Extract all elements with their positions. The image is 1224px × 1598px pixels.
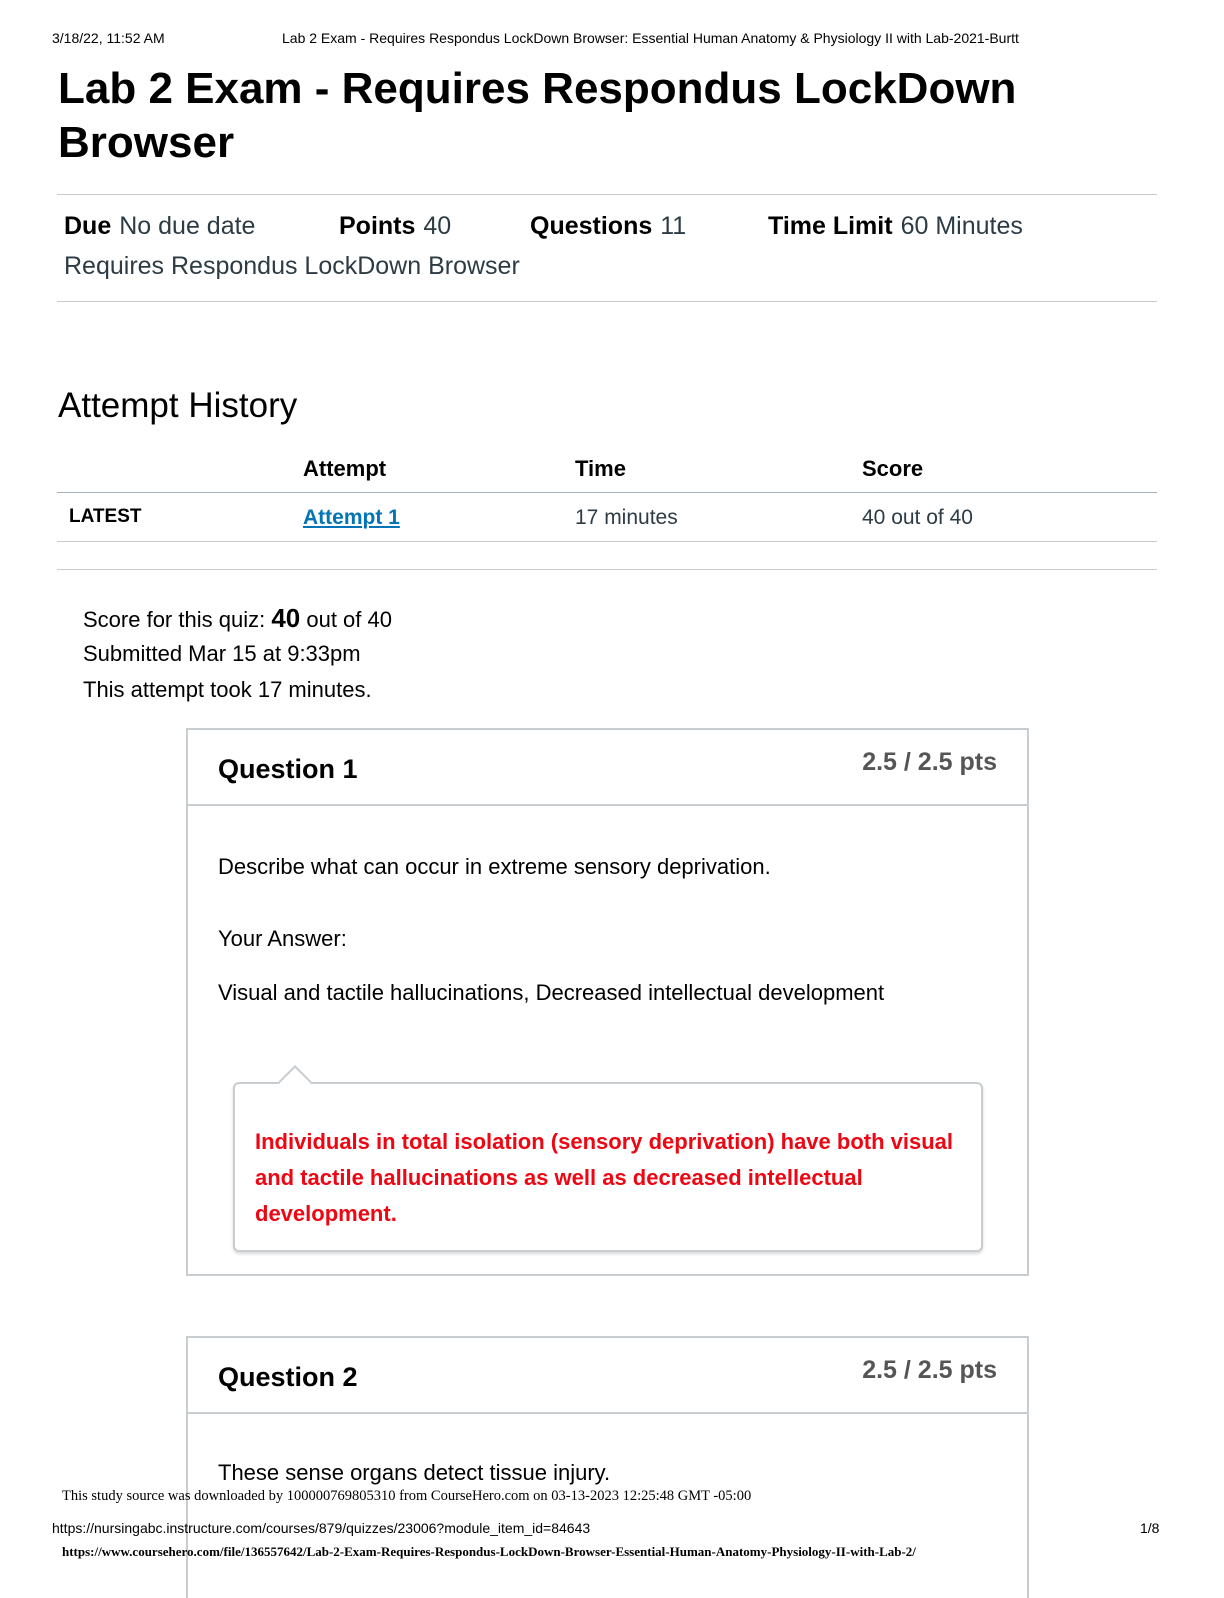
table-row	[57, 493, 1157, 542]
print-header	[0, 30, 1224, 50]
score-line: Score for this quiz: 40 out of 40	[83, 603, 392, 633]
table-header	[57, 448, 1157, 493]
print-datetime: 3/18/22, 11:52 AM	[52, 30, 165, 46]
due-detail: Due No due date	[64, 212, 256, 240]
question-header	[188, 730, 1027, 806]
question-header	[188, 1338, 1027, 1414]
download-watermark: This study source was downloaded by 100000769805310 from CourseHero.com on 03-13-2023 12:25:48 GMT -05:00	[62, 1488, 752, 1504]
attempt-score: 40 out of 40	[862, 506, 973, 529]
column-header-time: Time	[575, 456, 626, 481]
question-points: 2.5 / 2.5 pts	[862, 748, 997, 776]
question-text: Describe what can occur in extreme sensory deprivation.	[218, 854, 771, 879]
answer-label: Your Answer:	[218, 926, 347, 951]
answer-comment	[233, 1082, 983, 1252]
quiz-details	[64, 212, 1154, 280]
time-limit-detail: Time Limit 60 Minutes	[768, 212, 1023, 240]
print-document-title: Lab 2 Exam - Requires Respondus LockDown Browser: Essential Human Anatomy & Physiology II with Lab-2021-Burtt	[282, 30, 1019, 46]
page-title: Lab 2 Exam - Requires Respondus LockDown Browser	[58, 64, 1017, 167]
duration-line: This attempt took 17 minutes.	[83, 677, 372, 702]
lockdown-note: Requires Respondus LockDown Browser	[64, 252, 520, 280]
page-url: https://nursingabc.instructure.com/courses/879/quizzes/23006?module_item_id=84643	[52, 1520, 591, 1536]
attempt-history-title: Attempt History	[58, 386, 298, 425]
points-detail: Points 40	[339, 212, 452, 240]
question-name: Question 2	[218, 1362, 358, 1392]
divider	[57, 301, 1157, 302]
attempt-history-table	[57, 448, 1157, 542]
page-number: 1/8	[1140, 1520, 1160, 1536]
score-value: 40	[271, 603, 301, 633]
question-text: These sense organs detect tissue injury.	[218, 1460, 611, 1485]
attempt-time: 17 minutes	[575, 506, 678, 529]
comment-caret	[278, 1065, 312, 1099]
divider	[57, 569, 1157, 570]
questions-detail: Questions 11	[530, 212, 687, 240]
question-name: Question 1	[218, 754, 358, 784]
column-header-attempt: Attempt	[303, 456, 387, 481]
latest-tag: LATEST	[69, 506, 142, 527]
divider	[57, 194, 1157, 195]
answer-text: Visual and tactile hallucinations, Decreased intellectual development	[218, 980, 885, 1005]
submitted-line: Submitted Mar 15 at 9:33pm	[83, 641, 361, 666]
question-points: 2.5 / 2.5 pts	[862, 1356, 997, 1384]
attempt-link[interactable]: Attempt 1	[303, 506, 400, 529]
quiz-summary	[83, 600, 392, 708]
question-card	[186, 728, 1029, 1276]
comment-text: Individuals in total isolation (sensory deprivation) have both visual and tactile hallucinations as well as decreased intellectual development.	[255, 1129, 954, 1226]
column-header-score: Score	[862, 456, 924, 481]
source-url: https://www.coursehero.com/file/136557642/Lab-2-Exam-Requires-Respondus-LockDown-Browser-Essential-Human-Anatomy-Physiology-II-with-Lab-2/	[62, 1544, 916, 1559]
